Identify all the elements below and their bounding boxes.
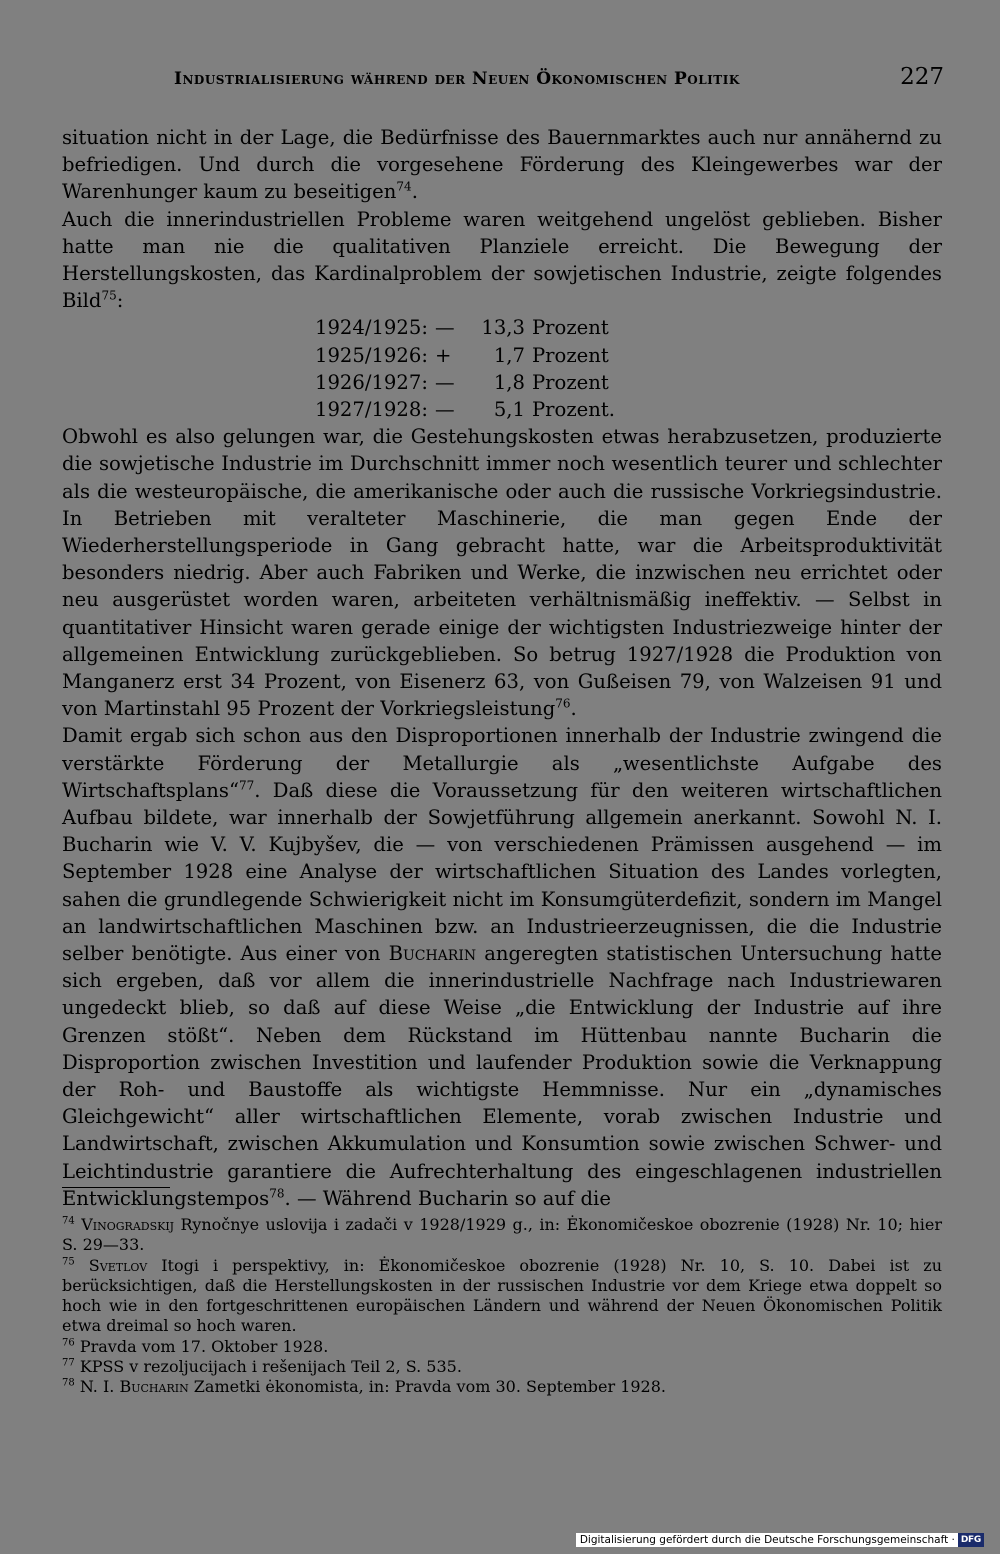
page-number: 227 <box>900 64 944 90</box>
footnote-text: Pravda vom 17. Oktober 1928. <box>79 1336 329 1356</box>
table-year: 1927/1928: <box>315 397 428 421</box>
footnote-divider <box>62 1187 170 1188</box>
footnote <box>62 1256 942 1337</box>
table-sign: — <box>435 316 455 340</box>
footnote-ref: 75 <box>101 288 117 303</box>
table-value: 5,1 <box>493 397 525 421</box>
table-value: 13,3 <box>481 316 525 340</box>
table-unit: Prozent <box>532 343 609 367</box>
footnote-ref: 78 <box>269 1186 285 1201</box>
footnote <box>62 1215 942 1256</box>
table-row <box>315 342 942 369</box>
table-sign: — <box>435 370 455 394</box>
footnote-author: Svetlov <box>88 1255 148 1275</box>
table-sign: — <box>435 397 455 421</box>
footnote-ref: 74 <box>396 179 412 194</box>
paragraph-text: Obwohl es also gelungen war, die Gestehungskosten etwas herabzusetzen, produzierte die sowjetische Industrie im Durchschnitt immer noch wesentlich teurer und schlechter als die westeuropäische, die amerikanische oder auch die russische Vorkriegsindustrie. In Betrieben mit veralteter Maschinerie, die man gegen Ende der Wiederherstellungsperiode in Gang gebracht hatte, war die Arbeitsproduktivität besonders niedrig. Aber auch Fabriken und Werke, die inzwischen neu errichtet oder neu ausgerüstet worden waren, arbeiteten verhältnismäßig ineffektiv. — Selbst in quantitativer Hinsicht waren gerade einige der wichtigsten Industriezweige hinter der allgemeinen Entwicklung zurückgeblieben. So betrug 1927/1928 die Produktion von Manganerz erst 34 Prozent, von Eisenerz 63, von Gußeisen 79, von Walzeisen 91 und von Martinstahl 95 Prozent der Vorkriegsleistung <box>62 425 942 721</box>
paragraph-3 <box>62 423 942 722</box>
footnote-text: Itogi i perspektivy, in: Ėkonomičeskoe obozrenie (1928) Nr. 10, S. 10. Dabei ist zu berücksichtigen, daß die Herstellungskosten in der russischen Industrie vor dem Kriege etwa doppelt so hoch wie in den fortgeschrittenen europäischen Ländern und während der Neuen Ökonomischen Politik etwa dreimal so hoch waren. <box>62 1255 942 1336</box>
footnote-ref: 77 <box>239 778 255 793</box>
table-year: 1926/1927: <box>315 370 428 394</box>
footnote-number: 75 <box>62 1256 75 1268</box>
footnote-text: Zametki ėkonomista, in: Pravda vom 30. September 1928. <box>188 1377 666 1397</box>
running-header <box>174 64 944 96</box>
table-unit: Prozent. <box>532 397 615 421</box>
author-name: Bucharin <box>388 942 477 966</box>
dfg-logo: DFG <box>958 1533 984 1547</box>
paragraph-text: . <box>411 180 418 204</box>
main-text <box>62 124 942 1212</box>
digitization-credit <box>576 1533 984 1547</box>
table-value: 1,7 <box>493 343 525 367</box>
table-sign: + <box>435 343 452 367</box>
paragraph-text: angeregten statistischen Untersuchung hatte sich ergeben, daß vor allem die innerindustrielle Nachfrage nach Industriewaren ungedeckt blieb, so daß auf diese Weise „die Entwicklung der Industrie auf ihre Grenzen stößt“. Neben dem Rückstand im Hüttenbau nannte Bucharin die Disproportion zwischen Investition und laufender Produktion sowie die Verknappung der Roh- und Baustoffe als wichtigste Hemmnisse. Nur ein „dynamisches Gleichgewicht“ aller wirtschaftlichen Elemente, vorab zwischen Industrie und Landwirtschaft, zwischen Akkumulation und Konsumtion sowie zwischen Schwer- und Leichtindustrie garantiere die Aufrechterhaltung des eingeschlagenen industriellen Entwicklungstempos <box>62 942 942 1210</box>
footnotes <box>62 1215 942 1398</box>
table-row <box>315 314 942 341</box>
table-unit: Prozent <box>532 370 609 394</box>
table-year: 1924/1925: <box>315 316 428 340</box>
footnote-number: 78 <box>62 1378 75 1390</box>
paragraph-text: situation nicht in der Lage, die Bedürfnisse des Bauernmarktes auch nur annähernd zu befriedigen. Und durch die vorgesehene Förderung des Kleingewerbes war der Warenhunger kaum zu beseitigen <box>62 126 942 204</box>
footnote-number: 76 <box>62 1337 75 1349</box>
header-title: Industrialisierung während der Neuen Ökonomischen Politik <box>174 69 740 89</box>
table-row <box>315 369 942 396</box>
footnote-text: Rynočnye uslovija i zadači v 1928/1929 g., in: Ėkonomičeskoe obozrenie (1928) Nr. 10; hier S. 29—33. <box>62 1215 943 1255</box>
paragraph-text: . — Während Bucharin so auf die <box>284 1186 611 1210</box>
footnote-author: N. I. Bucharin <box>79 1377 189 1397</box>
paragraph-2 <box>62 206 942 315</box>
footnote <box>62 1357 942 1377</box>
paragraph-text: : <box>116 289 124 313</box>
table-unit: Prozent <box>532 316 609 340</box>
paragraph-text: . <box>570 697 577 721</box>
cost-table <box>315 314 942 423</box>
footnote-ref: 76 <box>555 696 571 711</box>
paragraph-1 <box>62 124 942 206</box>
footnote-text: KPSS v rezoljucijach i rešenijach Teil 2, S. 535. <box>79 1357 462 1377</box>
footnote-number: 74 <box>62 1215 75 1227</box>
footnote <box>62 1337 942 1357</box>
table-row <box>315 396 942 423</box>
footnote <box>62 1377 942 1397</box>
footnote-number: 77 <box>62 1357 75 1369</box>
paragraph-text: Damit ergab sich schon aus den Disproportionen innerhalb der Industrie zwingend die verstärkte Förderung der Metallurgie als „wesentlichste Aufgabe des Wirtschaftsplans“ <box>62 724 942 802</box>
paragraph-text: . Daß diese die Voraussetzung für den weiteren wirtschaftlichen Aufbau bildete, war innerhalb der Sowjetführung allgemein anerkannt. Sowohl N. I. Bucharin wie V. V. Kujbyšev, die — von verschiedenen Prämissen ausgehend — im September 1928 eine Analyse der wirtschaftlichen Situation des Landes vorlegten, sahen die grundlegende Schwierigkeit nicht im Konsumgüterdefizit, sondern im Mangel an landwirtschaftlichen Maschinen bzw. an Industrieerzeugnissen, die die Industrie selber benötigte. Aus einer von <box>62 778 942 966</box>
credit-text: Digitalisierung gefördert durch die Deutsche Forschungsgemeinschaft · <box>579 1534 955 1546</box>
paragraph-4 <box>62 722 942 1212</box>
footnote-author: Vinogradskij <box>81 1215 175 1234</box>
table-value: 1,8 <box>493 370 525 394</box>
table-year: 1925/1926: <box>315 343 428 367</box>
paragraph-text: Auch die innerindustriellen Probleme waren weitgehend ungelöst geblieben. Bisher hatte man nie die qualitativen Planziele erreicht. Die Bewegung der Herstellungskosten, das Kardinalproblem der sowjetischen Industrie, zeigte folgendes Bild <box>62 207 942 313</box>
